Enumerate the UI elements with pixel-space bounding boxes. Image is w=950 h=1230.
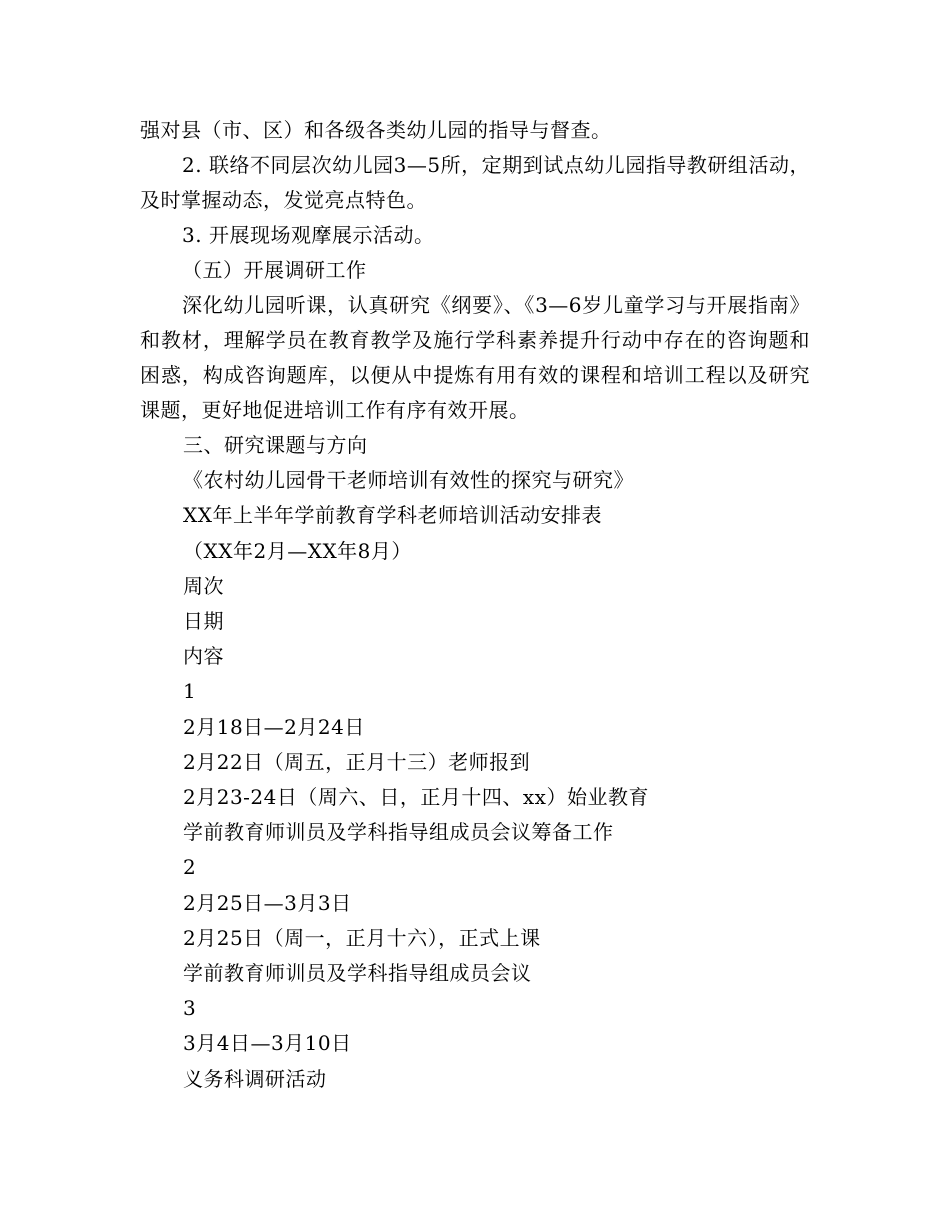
table-cell-week: 2 xyxy=(183,855,197,880)
table-cell-week: 1 xyxy=(183,679,197,704)
paragraph-item-2: 2. 联络不同层次幼儿园3—5所，定期到试点幼儿园指导教研组活动，及时掌握动态，发觉亮点特色。 xyxy=(140,153,810,212)
schedule-title: XX年上半年学前教育学科老师培训活动安排表 xyxy=(183,503,602,528)
table-cell-date: 3月4日—3月10日 xyxy=(183,1031,352,1056)
table-header-date: 日期 xyxy=(183,609,224,634)
research-topic-title: 《农村幼儿园骨干老师培训有效性的探究与研究》 xyxy=(183,468,634,493)
table-cell-content: 义务科调研活动 xyxy=(183,1066,327,1091)
schedule-period: （XX年2月—XX年8月） xyxy=(183,538,412,563)
table-cell-content: 2月23-24日（周六、日，正月十四、xx）始业教育 xyxy=(183,785,649,810)
table-cell-date: 2月18日—2月24日 xyxy=(183,714,365,739)
document-body xyxy=(140,113,810,1097)
section-heading-research: （五）开展调研工作 xyxy=(182,258,367,282)
table-cell-content: 学前教育师训员及学科指导组成员会议筹备工作 xyxy=(183,820,614,845)
table-cell-content: 2月22日（周五，正月十三）老师报到 xyxy=(183,749,531,774)
table-cell-date: 2月25日—3月3日 xyxy=(183,890,352,915)
table-cell-content: 2月25日（周一，正月十六），正式上课 xyxy=(183,925,541,950)
table-cell-week: 3 xyxy=(183,996,197,1021)
paragraph-research: 深化幼儿园听课，认真研究《纲要》、《3—6岁儿童学习与开展指南》和教材，理解学员在教育教学及施行学科素养提升行动中存在的咨询题和困惑，构成咨询题库，以便从中提炼有用有效的课程和培训工程以及研究课题，更好地促进培训工作有序有效开展。 xyxy=(140,293,810,422)
table-cell-content: 学前教育师训员及学科指导组成员会议 xyxy=(183,961,532,986)
paragraph-guidance: 强对县（市、区）和各级各类幼儿园的指导与督查。 xyxy=(140,118,612,142)
table-header-week: 周次 xyxy=(183,573,224,598)
section-heading-topics: 三、研究课题与方向 xyxy=(183,433,368,457)
paragraph-item-3: 3. 开展现场观摩展示活动。 xyxy=(182,223,435,247)
table-header-content: 内容 xyxy=(183,644,224,669)
